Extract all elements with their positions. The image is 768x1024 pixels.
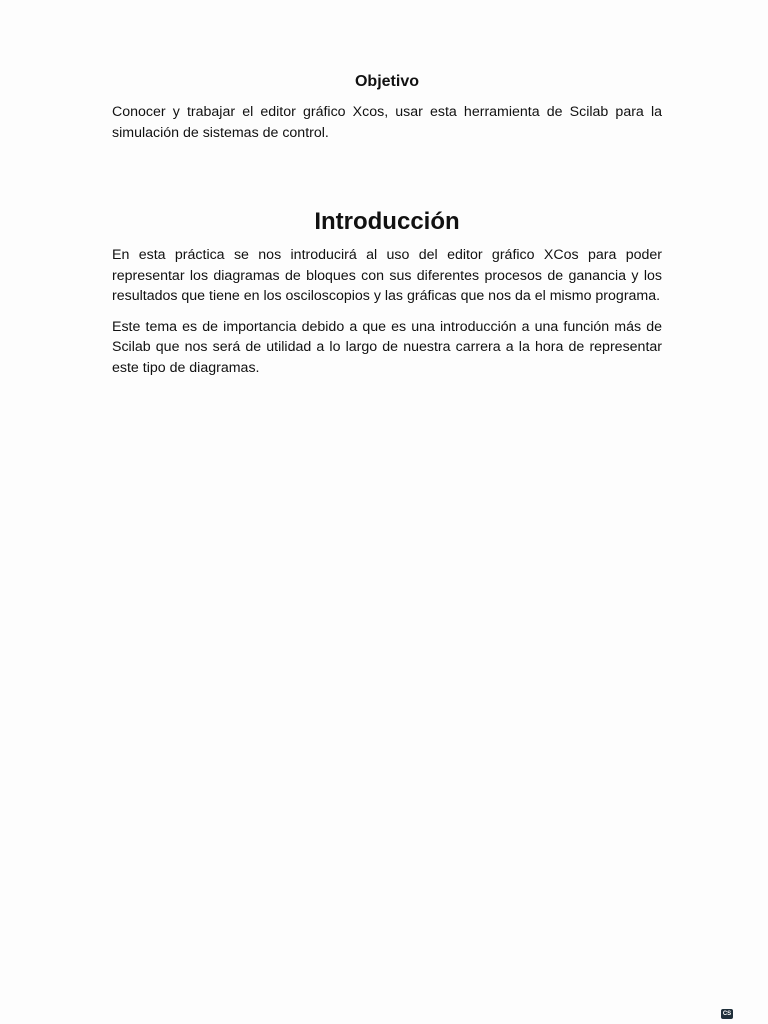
- introduccion-heading: Introducción: [314, 208, 460, 235]
- introduccion-paragraph-2: Este tema es de importancia debido a que es una introducción a una función más de Scilab que nos será de utilidad a lo largo de nuestra carrera a la hora de representar este tipo de diagramas.: [112, 318, 662, 376]
- camscanner-logo-icon: CS: [722, 1011, 732, 1017]
- introduccion-paragraph-1: En esta práctica se nos introducirá al uso del editor gráfico XCos para poder representar los diagramas de bloques con sus diferentes procesos de ganancia y los resultados que tiene en los osciloscopios y las gráficas que nos da el mismo programa.: [112, 247, 662, 304]
- objetivo-heading: Objetivo: [354, 73, 419, 90]
- objetivo-paragraph: Conocer y trabajar el editor gráfico Xcos, usar esta herramienta de Scilab para la simulación de sistemas de control.: [112, 104, 662, 141]
- document-page: [112, 70, 662, 388]
